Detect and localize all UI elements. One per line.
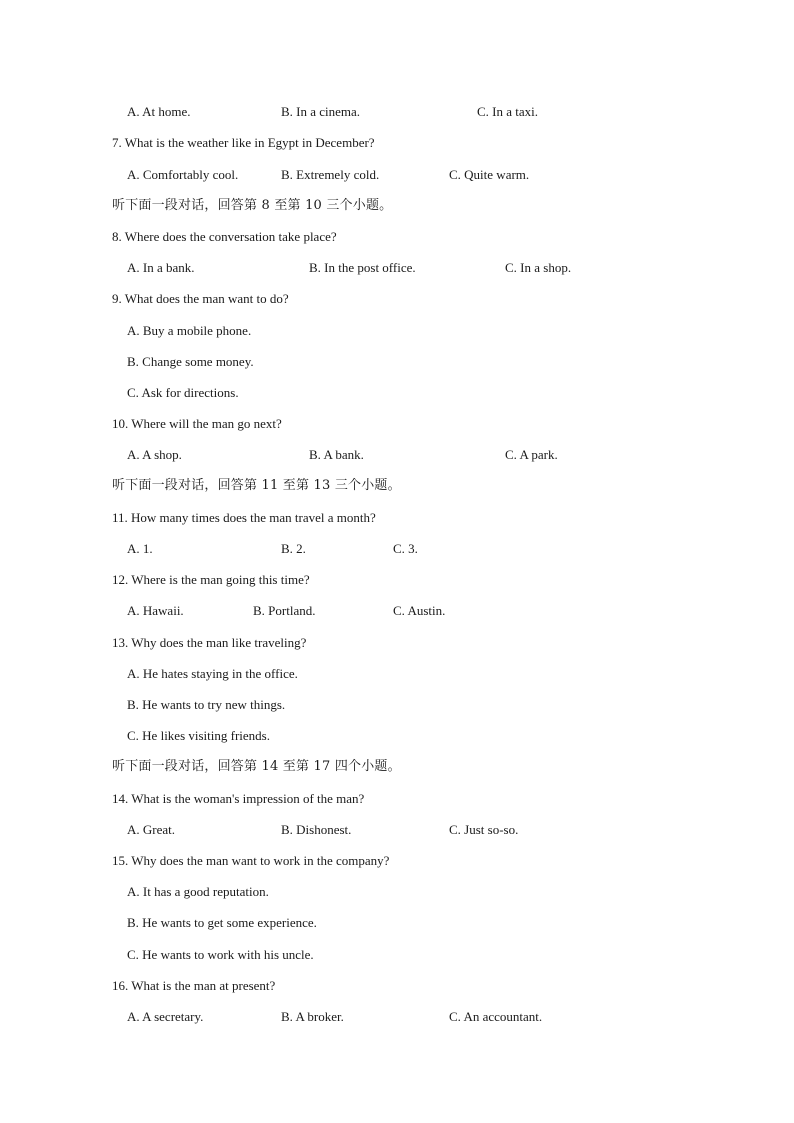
question-8: 8. Where does the conversation take place?: [112, 229, 337, 244]
option-b: B. In the post office.: [309, 260, 416, 275]
option-c: C. He wants to work with his uncle.: [127, 947, 314, 962]
option-b: B. A bank.: [309, 447, 364, 462]
question-15: 15. Why does the man want to work in the company?: [112, 853, 390, 868]
option-b: B. 2.: [281, 541, 306, 556]
option-c: C. An accountant.: [449, 1009, 543, 1024]
section-instruction-8-10: 听下面一段对话，回答第 8 至第 10 三个小题。: [112, 198, 393, 213]
option-a: A. It has a good reputation.: [127, 884, 269, 899]
question-10: 10. Where will the man go next?: [112, 416, 282, 431]
option-c: C. He likes visiting friends.: [127, 728, 270, 743]
option-a: A. In a bank.: [127, 260, 195, 275]
question-11: 11. How many times does the man travel a month?: [112, 510, 376, 525]
option-a: A. 1.: [127, 541, 153, 556]
question-16: 16. What is the man at present?: [112, 978, 276, 993]
option-c: C. Just so-so.: [449, 822, 519, 837]
option-c: C. Ask for directions.: [127, 385, 239, 400]
option-b: B. Dishonest.: [281, 822, 352, 837]
option-b: B. He wants to get some experience.: [127, 915, 317, 930]
question-13: 13. Why does the man like traveling?: [112, 635, 307, 650]
option-a: A. At home.: [127, 104, 191, 119]
option-a: A. Buy a mobile phone.: [127, 323, 252, 338]
option-b: B. Portland.: [253, 603, 316, 618]
option-c: C. A park.: [505, 447, 558, 462]
option-c: C. Austin.: [393, 603, 446, 618]
section-instruction-14-17: 听下面一段对话，回答第 14 至第 17 四个小题。: [112, 759, 401, 774]
option-c: C. In a taxi.: [477, 104, 539, 119]
option-b: B. He wants to try new things.: [127, 697, 286, 712]
question-9: 9. What does the man want to do?: [112, 291, 289, 306]
option-c: C. In a shop.: [505, 260, 572, 275]
option-b: B. Change some money.: [127, 354, 254, 369]
question-7: 7. What is the weather like in Egypt in December?: [112, 135, 375, 150]
section-instruction-11-13: 听下面一段对话，回答第 11 至第 13 三个小题。: [112, 478, 401, 493]
option-a: A. Comfortably cool.: [127, 167, 239, 182]
option-a: A. A secretary.: [127, 1009, 204, 1024]
option-b: B. In a cinema.: [281, 104, 361, 119]
option-a: A. Great.: [127, 822, 176, 837]
option-a: A. He hates staying in the office.: [127, 666, 298, 681]
question-14: 14. What is the woman's impression of the man?: [112, 791, 365, 806]
option-c: C. 3.: [393, 541, 418, 556]
question-12: 12. Where is the man going this time?: [112, 572, 310, 587]
option-a: A. Hawaii.: [127, 603, 184, 618]
option-b: B. A broker.: [281, 1009, 344, 1024]
option-b: B. Extremely cold.: [281, 167, 380, 182]
option-a: A. A shop.: [127, 447, 182, 462]
option-c: C. Quite warm.: [449, 167, 530, 182]
